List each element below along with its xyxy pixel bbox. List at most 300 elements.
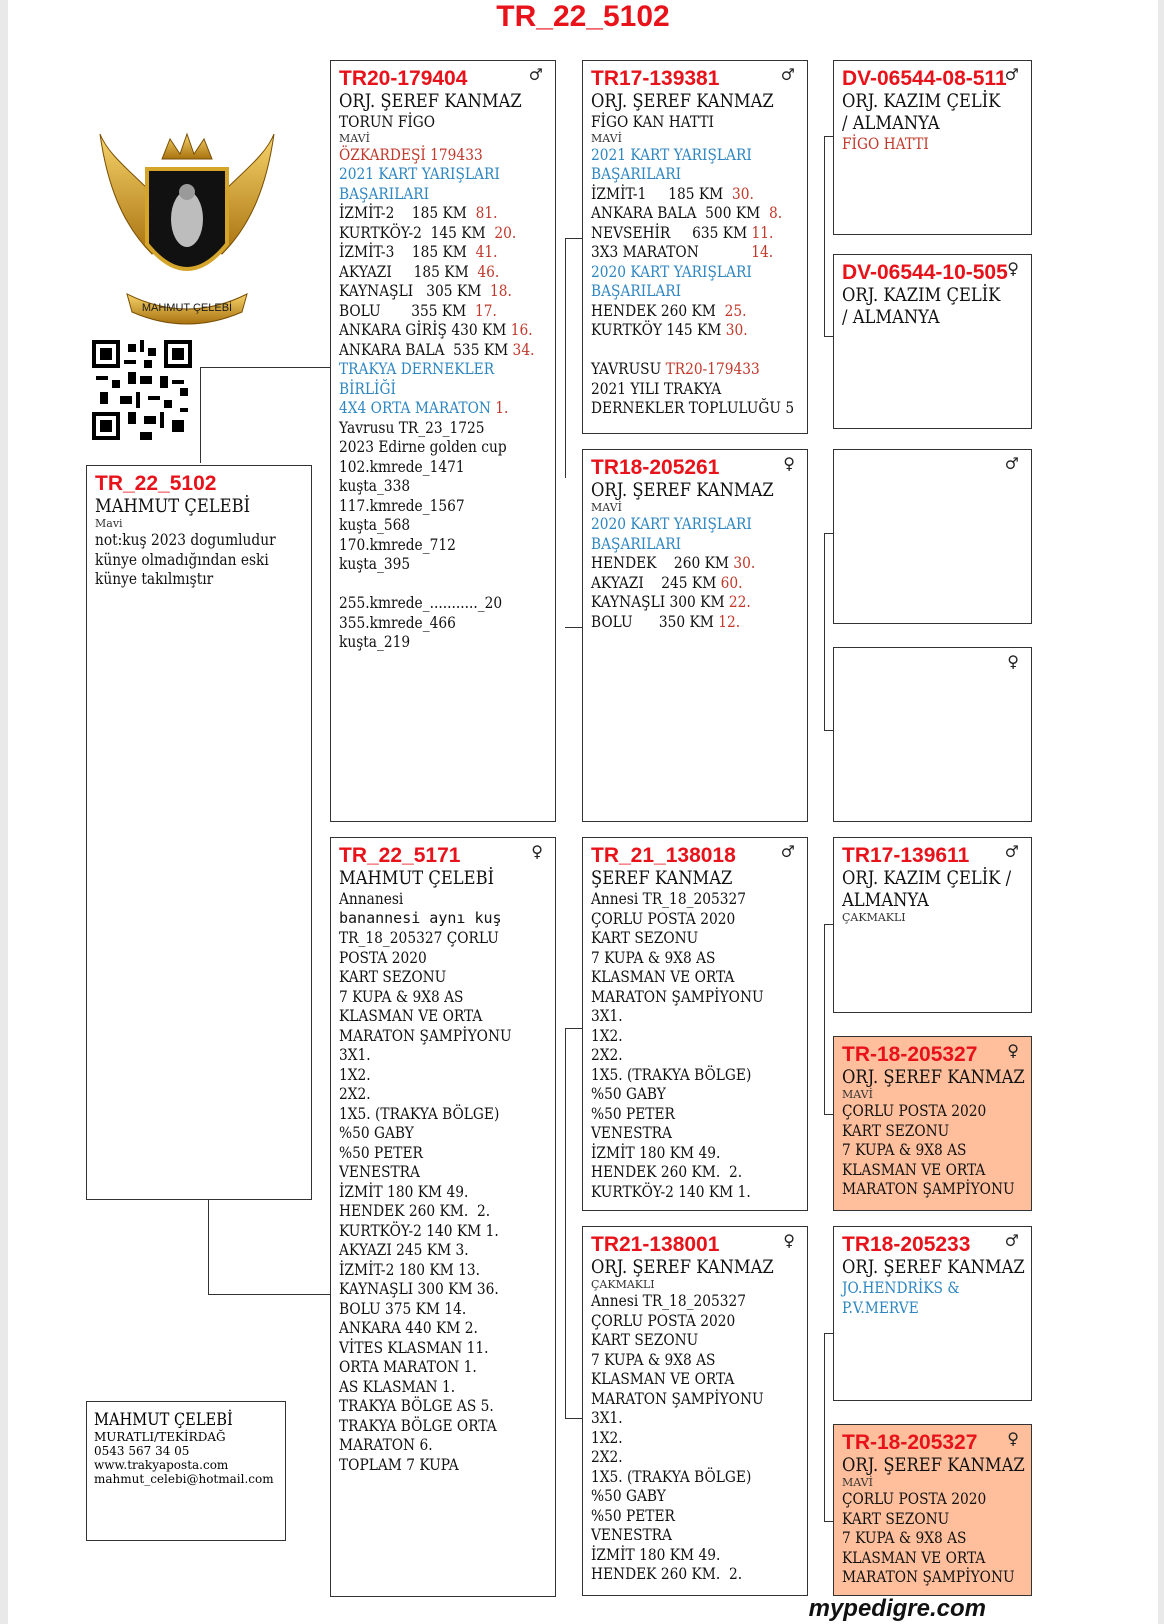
- info-text: [591, 340, 595, 359]
- result-value: 14.: [751, 242, 774, 261]
- info-text: P.V.MERVE: [842, 1297, 919, 1317]
- connector-line: [208, 1198, 209, 1294]
- info-line: [591, 164, 770, 184]
- info-line: [339, 1377, 518, 1397]
- info-line: [339, 184, 518, 204]
- info-line: [842, 1509, 998, 1529]
- info-text: 3X1.: [591, 1408, 623, 1427]
- info-text: %50 GABY: [591, 1486, 666, 1505]
- info-line: [339, 535, 518, 555]
- info-text: ÖZKARDEŞİ 179433: [339, 144, 483, 164]
- info-text: 355.kmrede_466: [339, 612, 456, 632]
- footer-brand[interactable]: mypedigre.com: [808, 1595, 986, 1622]
- result-value: 41.: [475, 242, 498, 261]
- connector-line: [565, 1028, 566, 1418]
- info-line: [339, 223, 518, 243]
- info-text: [339, 574, 343, 593]
- result-value: 30.: [725, 320, 748, 339]
- sire-sire-dam-card[interactable]: [833, 254, 1032, 429]
- info-line: [591, 928, 770, 948]
- info-text: İZMİT 180 KM 49.: [339, 1181, 469, 1201]
- info-line: [842, 1101, 998, 1121]
- info-text: / ALMANYA: [842, 112, 940, 134]
- result-value: 34.: [512, 339, 535, 359]
- info-line: [591, 242, 774, 262]
- info-text: KART SEZONU: [842, 1120, 950, 1140]
- info-text: Yavrusu TR_23_1725: [339, 417, 485, 437]
- info-line: [339, 1162, 518, 1182]
- info-line: [842, 1567, 1015, 1587]
- info-line: [591, 501, 799, 514]
- owner-name: MAHMUT ÇELEBİ: [339, 867, 495, 889]
- info-line: [591, 1045, 770, 1065]
- info-text: MAVİ: [842, 1088, 873, 1101]
- info-line: [339, 928, 518, 948]
- info-text: İZMİT 180 KM 49.: [591, 1142, 721, 1162]
- info-text: İZMİT-1 185 KM: [591, 183, 732, 203]
- info-line: [591, 534, 770, 554]
- subject-card[interactable]: [86, 465, 312, 1200]
- info-text: KART SEZONU: [842, 1508, 950, 1528]
- info-line: [339, 112, 518, 132]
- info-text: BAŞARILARI: [591, 164, 682, 183]
- connector-line: [824, 1333, 825, 1521]
- info-text: 1X5. (TRAKYA BÖLGE): [591, 1064, 752, 1084]
- contact-website[interactable]: www.trakyaposta.com: [94, 1458, 229, 1472]
- info-text: 2020 KART YARIŞLARI: [591, 261, 752, 281]
- info-line: [591, 1545, 770, 1565]
- info-line: [339, 145, 518, 165]
- dam-sire-sire-card[interactable]: [833, 837, 1032, 1013]
- result-value: 25.: [724, 300, 747, 320]
- info-text: 2021 KART YARIŞLARI: [591, 144, 752, 164]
- info-line: [842, 112, 998, 134]
- ring-number: DV-06544-10-505: [842, 261, 1008, 284]
- info-text: KAYNAŞLI 300 KM 36.: [339, 1279, 499, 1298]
- info-line: [591, 1467, 770, 1487]
- info-text: İZMİT 180 KM 49.: [591, 1544, 721, 1564]
- connector-line: [565, 238, 566, 478]
- info-text: KURTKÖY-2 145 KM: [339, 222, 495, 242]
- info-text: 1X2.: [591, 1025, 623, 1045]
- info-line: [591, 112, 770, 132]
- info-line: [591, 987, 770, 1007]
- info-text: 2020 KART YARIŞLARI: [591, 514, 752, 533]
- info-text: 1X2.: [591, 1427, 623, 1447]
- info-text: kuşta_219: [339, 632, 411, 651]
- info-text: 4X4 ORTA MARATON: [339, 398, 496, 417]
- info-text: 2021 YILI TRAKYA: [591, 378, 722, 398]
- info-text: KURTKÖY-2 140 KM 1.: [591, 1181, 751, 1201]
- result-value: 81.: [475, 203, 498, 222]
- info-text: HENDEK 260 KM. 2.: [591, 1564, 743, 1583]
- info-text: TR_18_205327 ÇORLU: [339, 928, 499, 947]
- female-icon: ♀: [1007, 1041, 1019, 1060]
- dam-sire-dam-card[interactable]: [833, 1036, 1032, 1211]
- info-line: [339, 437, 518, 457]
- info-line: [339, 1006, 518, 1026]
- connector-line: [824, 924, 825, 1114]
- info-line: [842, 1179, 1015, 1199]
- info-line: [339, 593, 518, 613]
- info-text: Annesi TR_18_205327: [591, 889, 746, 908]
- male-icon: ♂: [780, 842, 795, 861]
- info-line: [339, 132, 547, 145]
- info-text: POSTA 2020: [339, 947, 427, 967]
- sire-card[interactable]: [330, 60, 556, 822]
- owner-name: ORJ. ŞEREF KANMAZ: [842, 1454, 1025, 1476]
- info-text: MARATON ŞAMPİYONU: [842, 1567, 1015, 1586]
- sire-sire-card[interactable]: [582, 60, 808, 434]
- owner-name: ORJ. ŞEREF KANMAZ: [339, 90, 522, 112]
- info-text: MARATON ŞAMPİYONU: [591, 1388, 764, 1408]
- info-text: VENESTRA: [591, 1123, 672, 1142]
- note-line: künye takılmıştır: [95, 569, 214, 588]
- info-line: [591, 1506, 770, 1526]
- info-text: MAVİ: [842, 1476, 873, 1489]
- result-value: 46.: [477, 261, 500, 281]
- info-line: [339, 632, 518, 652]
- pedigree-page: [8, 0, 1158, 1624]
- info-text: BOLU 355 KM: [339, 300, 476, 320]
- connector-line: [824, 136, 825, 336]
- info-text: 2X2.: [591, 1447, 623, 1466]
- info-text: ÇORLU POSTA 2020: [842, 1101, 987, 1120]
- info-line: [591, 1428, 770, 1448]
- info-line: [591, 1278, 799, 1291]
- info-line: [591, 145, 770, 165]
- contact-box: [86, 1401, 286, 1541]
- info-text: TORUN FİGO: [339, 112, 436, 131]
- ring-number: TR-18-205327: [842, 1043, 978, 1066]
- info-line: [842, 1476, 1023, 1489]
- contact-phone: 0543 567 34 05: [94, 1444, 190, 1458]
- info-line: [591, 359, 770, 379]
- result-value: 17.: [475, 300, 497, 320]
- info-line: [339, 1299, 518, 1319]
- info-line: [591, 184, 770, 204]
- female-icon: ♀: [783, 454, 795, 473]
- info-line: [591, 320, 770, 340]
- ring-number: TR18-205261: [591, 456, 720, 479]
- info-line: [842, 889, 998, 911]
- info-text: 7 KUPA & 9X8 AS: [591, 947, 716, 967]
- info-line: [591, 1162, 770, 1182]
- info-text: TRAKYA DERNEKLER: [339, 359, 495, 378]
- info-line: [591, 948, 770, 968]
- contact-address: MURATLI/TEKİRDAĞ: [94, 1430, 226, 1444]
- info-text: %50 GABY: [591, 1084, 666, 1103]
- info-line: [339, 1357, 518, 1377]
- info-text: 3X1.: [339, 1045, 371, 1064]
- info-text: 1X5. (TRAKYA BÖLGE): [339, 1103, 500, 1123]
- info-text: 1X5. (TRAKYA BÖLGE): [591, 1466, 752, 1486]
- info-line: [339, 164, 518, 184]
- info-text: 2021 KART YARIŞLARI: [339, 164, 500, 183]
- info-text: KLASMAN VE ORTA: [591, 967, 735, 986]
- info-line: [591, 1389, 770, 1409]
- info-line: [339, 1084, 518, 1104]
- info-text: ALMANYA: [842, 889, 929, 911]
- info-text: FİGO KAN HATTI: [591, 112, 714, 131]
- info-line: [591, 1291, 770, 1311]
- info-line: [591, 132, 799, 145]
- info-line: [591, 553, 770, 573]
- info-line: [591, 262, 770, 282]
- info-text: BAŞARILARI: [591, 281, 682, 300]
- info-line: [339, 242, 518, 262]
- info-line: [339, 1279, 518, 1299]
- info-line: [591, 1065, 770, 1085]
- info-text: 3X1.: [591, 1006, 623, 1025]
- info-line: [339, 1318, 518, 1338]
- result-value: 12.: [718, 611, 741, 631]
- info-line: [339, 1338, 518, 1358]
- male-icon: ♂: [1004, 842, 1019, 861]
- info-line: [591, 612, 770, 632]
- info-text: ANKARA GİRİŞ 430 KM: [339, 320, 511, 339]
- info-text: BOLU 350 KM: [591, 611, 719, 631]
- info-line: [842, 1298, 998, 1318]
- color-label: Mavi: [95, 517, 123, 530]
- info-text: Annesi TR_18_205327: [591, 1291, 746, 1310]
- info-text: KURTKÖY-2 140 KM 1.: [339, 1220, 499, 1240]
- info-text: %50 PETER: [591, 1103, 675, 1123]
- female-icon: ♀: [1007, 1429, 1019, 1448]
- info-line: [591, 222, 774, 243]
- info-text: KAYNAŞLI 300 KM: [591, 592, 729, 611]
- result-value: 18.: [490, 281, 512, 300]
- ring-number: TR17-139611: [842, 844, 970, 867]
- info-text: MARATON ŞAMPİYONU: [842, 1179, 1015, 1198]
- female-icon: ♀: [531, 842, 543, 861]
- contact-name: MAHMUT ÇELEBİ: [94, 1410, 233, 1430]
- info-text: KLASMAN VE ORTA: [842, 1159, 986, 1179]
- dam-sire-card[interactable]: [582, 837, 808, 1211]
- info-text: MARATON ŞAMPİYONU: [591, 986, 764, 1006]
- info-text: ÇORLU POSTA 2020: [591, 908, 736, 928]
- info-line: [842, 306, 998, 328]
- owner-name: ORJ. ŞEREF KANMAZ: [842, 1066, 1025, 1088]
- info-line: [339, 889, 518, 909]
- info-line: [591, 967, 770, 987]
- sire-dam-card[interactable]: [582, 449, 808, 822]
- owner-name: ORJ. KAZIM ÇELİK: [842, 284, 1001, 306]
- info-line: [842, 1140, 998, 1160]
- ring-number: TR20-179404: [339, 67, 468, 90]
- male-icon: ♂: [780, 65, 795, 84]
- info-text: YAVRUSU: [591, 359, 666, 378]
- info-text: KAYNAŞLI 305 KM: [339, 281, 491, 300]
- info-text: 7 KUPA & 9X8 AS: [339, 986, 464, 1006]
- info-text: KART SEZONU: [339, 967, 447, 986]
- info-line: [339, 281, 518, 301]
- result-value: 22.: [728, 592, 751, 611]
- sire-sire-sire-card[interactable]: [833, 60, 1032, 235]
- info-line: [339, 948, 518, 968]
- info-line: [339, 554, 518, 574]
- logo-emblem-icon: [92, 124, 282, 334]
- info-line: [339, 398, 518, 418]
- info-text: kuşta_395: [339, 554, 411, 573]
- ring-number: TR_22_5102: [95, 472, 217, 495]
- info-line: [339, 1455, 518, 1475]
- info-text: 2023 Edirne golden cup: [339, 437, 507, 456]
- info-text: MAVİ: [339, 131, 370, 145]
- info-text: ÇORLU POSTA 2020: [842, 1489, 987, 1508]
- info-line: [842, 1528, 998, 1548]
- info-text: ÇAKMAKLI: [842, 911, 906, 924]
- info-line: [591, 398, 795, 418]
- ring-number: TR21-138001: [591, 1233, 720, 1256]
- info-text: KART SEZONU: [591, 928, 699, 947]
- info-text: ORTA MARATON 1.: [339, 1357, 477, 1376]
- result-value: 30.: [731, 183, 754, 203]
- info-text: KLASMAN VE ORTA: [339, 1006, 483, 1025]
- ring-number: TR-18-205327: [842, 1431, 978, 1454]
- info-line: [339, 339, 535, 360]
- dam-dam-sire-card[interactable]: [833, 1226, 1032, 1401]
- info-text: ANKARA BALA 535 KM: [339, 339, 513, 359]
- result-value: 20.: [494, 222, 517, 242]
- info-line: [591, 1006, 770, 1026]
- sire-dam-sire-card[interactable]: [833, 449, 1032, 624]
- result-value: 1.: [495, 398, 509, 417]
- dam-dam-dam-card[interactable]: [833, 1424, 1032, 1596]
- info-text: İZMİT-2 185 KM: [339, 203, 476, 222]
- result-value: 16.: [510, 320, 533, 339]
- info-text: AKYAZI 245 KM: [591, 572, 721, 592]
- qr-code-icon: [92, 340, 192, 440]
- info-line: [339, 1416, 518, 1436]
- info-line: [591, 1311, 770, 1331]
- info-text: 1X2.: [339, 1064, 371, 1084]
- info-line: [339, 320, 533, 340]
- info-line: [591, 573, 770, 593]
- male-icon: ♂: [1004, 454, 1019, 473]
- info-line: [591, 1026, 770, 1046]
- info-text: KLASMAN VE ORTA: [591, 1369, 735, 1388]
- info-line: [591, 340, 770, 360]
- info-text: banannesi aynı kuş: [339, 908, 502, 927]
- info-line: [591, 1525, 770, 1545]
- result-value: 30.: [733, 553, 756, 572]
- info-line: [339, 359, 518, 379]
- info-text: AKYAZI 245 KM 3.: [339, 1240, 469, 1259]
- info-text: MARATON ŞAMPİYONU: [339, 1025, 512, 1045]
- ring-number: TR_21_138018: [591, 844, 736, 867]
- info-line: [591, 1564, 770, 1584]
- info-text: 170.kmrede_712: [339, 534, 456, 554]
- info-line: [591, 1182, 770, 1202]
- info-line: [591, 1447, 770, 1467]
- ring-number: TR18-205233: [842, 1233, 971, 1256]
- owner-name: ORJ. KAZIM ÇELİK /: [842, 867, 1012, 889]
- info-text: JO.HENDRİKS &: [842, 1278, 960, 1297]
- info-line: [591, 1123, 770, 1143]
- sire-dam-dam-card[interactable]: [833, 647, 1032, 822]
- info-line: [591, 1350, 770, 1370]
- info-text: 102.kmrede_1471: [339, 456, 465, 476]
- info-line: [339, 476, 518, 496]
- info-line: [339, 1221, 518, 1241]
- info-text: AS KLASMAN 1.: [339, 1376, 456, 1396]
- info-text: DERNEKLER TOPLULUĞU 5: [591, 398, 795, 417]
- info-line: [591, 1369, 770, 1389]
- female-icon: ♀: [1007, 259, 1019, 278]
- info-line: [591, 281, 770, 301]
- info-text: 117.kmrede_1567: [339, 495, 465, 515]
- info-text: Annanesi: [339, 889, 404, 908]
- result-value: TR20-179433: [665, 359, 760, 378]
- info-text: MAVİ: [591, 501, 622, 514]
- dam-card[interactable]: [330, 837, 556, 1597]
- info-text: KART SEZONU: [591, 1330, 699, 1349]
- info-text: %50 PETER: [591, 1505, 675, 1525]
- info-line: [842, 911, 1023, 924]
- info-text: ANKARA BALA 500 KM: [591, 203, 769, 222]
- info-line: [591, 203, 783, 223]
- info-line: [339, 1026, 518, 1046]
- ring-number: TR17-139381: [591, 67, 720, 90]
- info-text: 7 KUPA & 9X8 AS: [591, 1349, 716, 1369]
- info-text: MAVİ: [591, 131, 622, 145]
- info-line: [339, 1435, 518, 1455]
- info-line: [842, 1088, 1023, 1101]
- info-line: [842, 1278, 998, 1298]
- connector-line: [208, 1294, 338, 1295]
- info-text: 7 KUPA & 9X8 AS: [842, 1140, 967, 1159]
- info-text: 3X3 MARATON: [591, 242, 752, 261]
- info-line: [842, 1160, 998, 1180]
- info-line: [339, 909, 547, 929]
- note-line: not:kuş 2023 dogumludur: [95, 530, 276, 549]
- note-line: künye olmadığından eski: [95, 549, 269, 569]
- owner-name: ORJ. ŞEREF KANMAZ: [591, 1256, 774, 1278]
- owner-name: ORJ. ŞEREF KANMAZ: [591, 90, 774, 112]
- info-line: [339, 1045, 518, 1065]
- connector-line: [824, 533, 825, 730]
- info-line: [591, 1408, 770, 1428]
- result-value: 11.: [751, 222, 774, 242]
- page-title: TR_22_5102: [496, 0, 670, 33]
- info-line: [591, 889, 770, 909]
- info-line: [842, 1489, 998, 1509]
- female-icon: ♀: [783, 1231, 795, 1250]
- info-text: BAŞARILARI: [339, 183, 430, 203]
- info-text: kuşta_568: [339, 515, 411, 534]
- dam-dam-card[interactable]: [582, 1226, 808, 1596]
- info-text: 2X2.: [591, 1045, 623, 1064]
- info-line: [339, 203, 518, 223]
- info-line: [339, 262, 518, 282]
- info-line: [339, 574, 518, 594]
- info-text: / ALMANYA: [842, 306, 940, 328]
- info-text: MARATON 6.: [339, 1435, 433, 1454]
- info-text: ANKARA 440 KM 2.: [339, 1318, 478, 1337]
- info-text: 2X2.: [339, 1084, 371, 1103]
- info-text: 255.kmrede_..........._20: [339, 593, 503, 612]
- info-line: [591, 909, 770, 929]
- info-line: [339, 1065, 518, 1085]
- info-text: NEVSEHİR 635 KM: [591, 222, 752, 242]
- info-text: TOPLAM 7 KUPA: [339, 1454, 459, 1474]
- info-text: İZMİT-2 180 KM 13.: [339, 1259, 480, 1279]
- contact-email[interactable]: mahmut_celebi@hotmail.com: [94, 1472, 274, 1486]
- owner-name: ŞEREF KANMAZ: [591, 867, 733, 889]
- connector-line: [200, 367, 338, 368]
- info-text: KLASMAN VE ORTA: [842, 1547, 986, 1567]
